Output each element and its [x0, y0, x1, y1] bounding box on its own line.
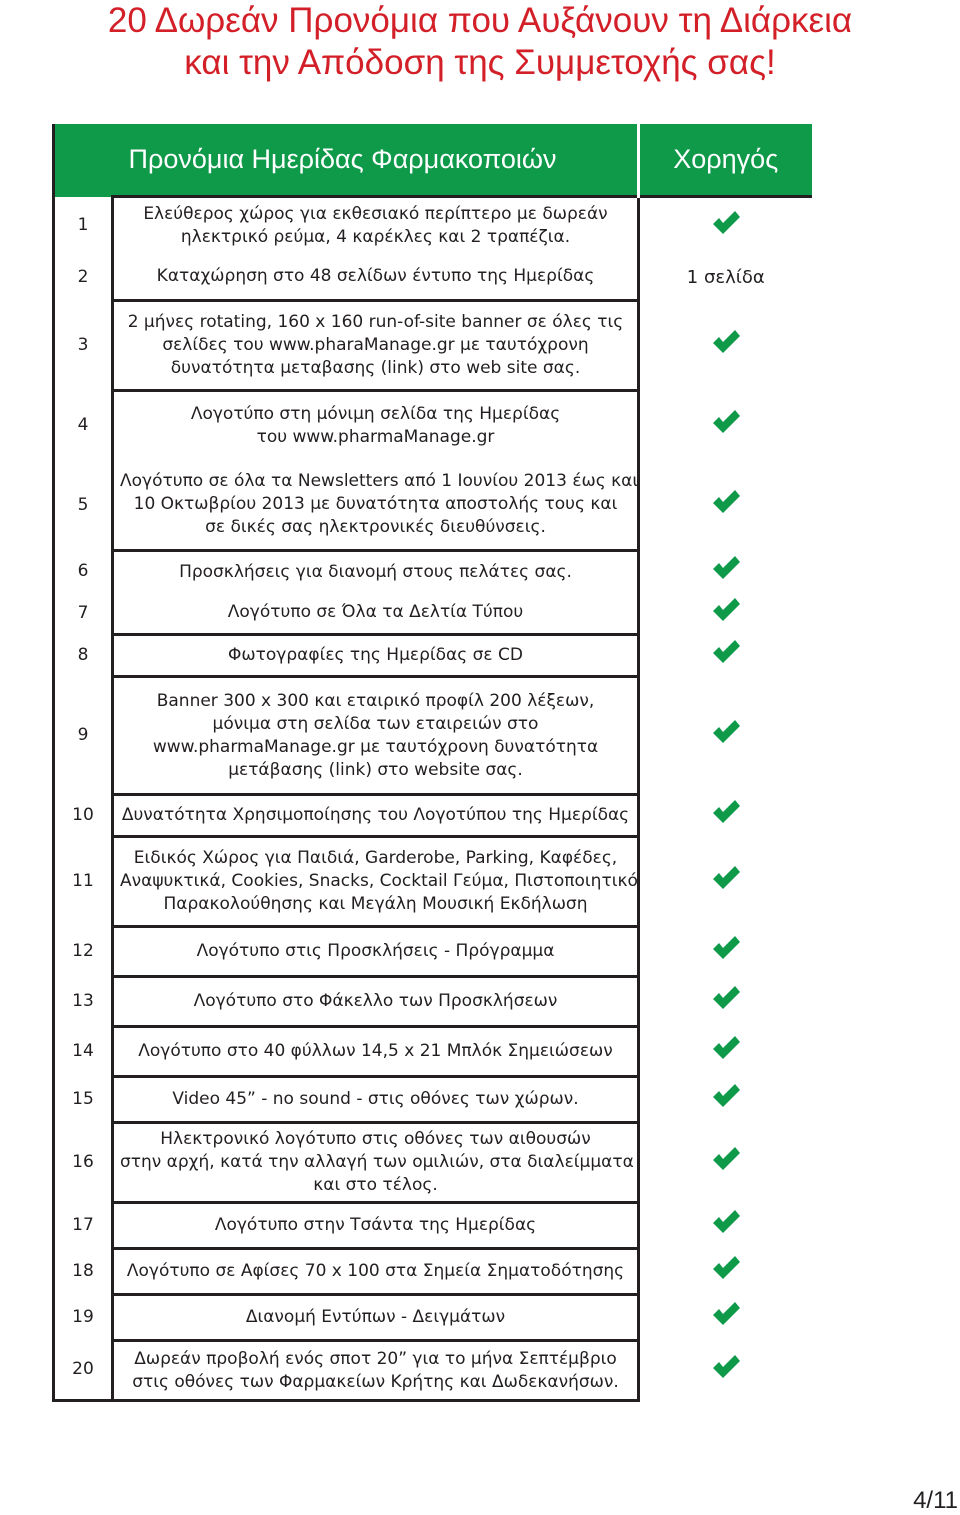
check-icon	[711, 865, 741, 891]
table-row	[54, 927, 812, 977]
row-description	[113, 677, 639, 795]
description-line: Ελεύθερος χώρος για εκθεσιακό περίπτερο με δωρεάν	[143, 204, 608, 225]
description-line: Λογότυπο στην Τσάντα της Ημερίδας	[214, 1215, 537, 1235]
header-number-cell	[54, 124, 113, 197]
page-title	[0, 0, 960, 84]
row-number: 9	[54, 677, 113, 795]
row-number: 12	[54, 927, 113, 977]
row-description	[113, 1027, 639, 1077]
check-icon	[711, 555, 741, 581]
table-body	[54, 197, 812, 1401]
description-line: 10 Οκτωβρίου 2013 με δυνατότητα αποστολής τους και	[133, 494, 618, 515]
table-row	[54, 1341, 812, 1401]
header-title: Προνόμια Ημερίδας Φαρμακοποιών	[113, 124, 639, 197]
description-line: Διανομή Εντύπων - Δειγμάτων	[245, 1307, 506, 1327]
row-sponsor	[639, 837, 812, 927]
description-line: Λογότυπο σε Αφίσες 70 x 100 στα Σημεία Σηματοδότησης	[126, 1261, 625, 1281]
description-line: Προσκλήσεις για διανομή στους πελάτες σας.	[179, 561, 572, 582]
description-line: ηλεκτρικό ρεύμα, 4 καρέκλες και 2 τραπέζια.	[180, 227, 571, 248]
row-sponsor	[639, 677, 812, 795]
row-number: 4	[54, 391, 113, 461]
row-number: 1	[54, 197, 113, 255]
row-sponsor	[639, 635, 812, 677]
row-description	[113, 593, 639, 635]
table-row	[54, 1249, 812, 1295]
header-sponsor: Χορηγός	[639, 124, 812, 197]
row-number: 18	[54, 1249, 113, 1295]
row-number: 17	[54, 1203, 113, 1249]
row-description	[113, 977, 639, 1027]
row-description	[113, 927, 639, 977]
check-icon	[711, 1301, 741, 1327]
table-row	[54, 593, 812, 635]
row-description	[113, 301, 639, 391]
row-sponsor	[639, 461, 812, 551]
table-row	[54, 461, 812, 551]
check-icon	[711, 985, 741, 1011]
check-icon	[711, 489, 741, 515]
page-title-line-1: 20 Δωρεάν Προνόμια που Αυξάνουν τη Διάρκεια	[107, 1, 853, 40]
description-line: δυνατότητα μεταβασης (link) στο web site σας.	[170, 358, 581, 378]
check-icon	[711, 1083, 741, 1109]
page-title-line-2: και την Απόδοση της Συμμετοχής σας!	[184, 43, 776, 82]
row-sponsor	[639, 1341, 812, 1401]
row-description	[113, 1203, 639, 1249]
description-line: στις οθόνες των Φαρμακείων Κρήτης και Δωδεκανήσων.	[132, 1371, 619, 1392]
check-icon	[711, 329, 741, 355]
description-line: Ειδικός Χώρος για Παιδιά, Garderobe, Parking, Καφέδες,	[133, 848, 618, 868]
description-line: 2 μήνες rotating, 160 x 160 run-of-site banner σε όλες τις	[127, 312, 624, 332]
description-line: Λογότυπο στις Προσκλήσεις - Πρόγραμμα	[196, 941, 555, 961]
row-number: 8	[54, 635, 113, 677]
description-line: Λογότυπο στο Φάκελλο των Προσκλήσεων	[193, 991, 558, 1011]
description-line: Φωτογραφίες της Ημερίδας σε CD	[228, 645, 523, 665]
row-sponsor	[639, 593, 812, 635]
row-description	[113, 1249, 639, 1295]
table-row	[54, 677, 812, 795]
table-row	[54, 391, 812, 461]
description-line: του www.pharmaManage.gr	[256, 427, 495, 448]
description-line: σελίδες του www.pharaManage.gr με ταυτόχρονη	[162, 335, 589, 355]
row-description	[113, 635, 639, 677]
row-number: 10	[54, 795, 113, 837]
table-row	[54, 1203, 812, 1249]
row-sponsor	[639, 1249, 812, 1295]
row-number: 2	[54, 255, 113, 301]
row-sponsor	[639, 977, 812, 1027]
row-sponsor	[639, 301, 812, 391]
row-description	[113, 1077, 639, 1123]
description-line: Banner 300 x 300 και εταιρικό προφίλ 200 λέξεων,	[156, 690, 595, 711]
row-number: 13	[54, 977, 113, 1027]
row-sponsor	[639, 1027, 812, 1077]
table-row	[54, 551, 812, 593]
row-description	[113, 1341, 639, 1401]
table-row	[54, 1295, 812, 1341]
description-line: και στο τέλος.	[313, 1175, 438, 1195]
description-line: www.pharmaManage.gr με ταυτόχρονη δυνατότητα	[152, 736, 599, 757]
description-line: Παρακολούθησης και Μεγάλη Μουσική Εκδήλωση	[163, 894, 588, 914]
row-number: 5	[54, 461, 113, 551]
row-number: 19	[54, 1295, 113, 1341]
check-icon	[711, 639, 741, 665]
description-line: Video 45” - no sound - στις οθόνες των χώρων.	[172, 1089, 579, 1109]
check-icon	[711, 409, 741, 435]
row-description	[113, 837, 639, 927]
description-line: Λογοτύπο στη μόνιμη σελίδα της Ημερίδας	[190, 404, 561, 425]
row-sponsor	[639, 1077, 812, 1123]
table-row	[54, 1077, 812, 1123]
description-line: σε δικές σας ηλεκτρονικές διευθύνσεις.	[205, 517, 546, 538]
description-line: μόνιμα στη σελίδα των εταιρειών στο	[212, 713, 539, 734]
row-sponsor	[639, 927, 812, 977]
description-line: Αναψυκτικά, Cookies, Snacks, Cocktail Γεύμα, Πιστοποιητικό	[120, 871, 638, 891]
row-sponsor	[639, 1203, 812, 1249]
row-description	[113, 461, 639, 551]
description-line: στην αρχή, κατά την αλλαγή των ομιλιών, στα διαλείμματα	[120, 1152, 634, 1172]
description-line: Καταχώρηση στο 48 σελίδων έντυπο της Ημερίδας	[156, 266, 595, 287]
check-icon	[711, 935, 741, 961]
check-icon	[711, 1035, 741, 1061]
description-line: Δυνατότητα Χρησιμοποίησης του Λογοτύπου της Ημερίδας	[121, 805, 630, 825]
row-number: 11	[54, 837, 113, 927]
row-description	[113, 795, 639, 837]
check-icon	[711, 597, 741, 623]
check-icon	[711, 1146, 741, 1172]
table-row	[54, 795, 812, 837]
row-sponsor	[639, 795, 812, 837]
table-row	[54, 1027, 812, 1077]
description-line: Δωρεάν προβολή ενός σποτ 20” για το μήνα Σεπτέμβριο	[134, 1348, 617, 1369]
row-number: 6	[54, 551, 113, 593]
check-icon	[711, 1354, 741, 1380]
row-sponsor	[639, 197, 812, 255]
table-row	[54, 255, 812, 301]
check-icon	[711, 1255, 741, 1281]
table-row	[54, 197, 812, 255]
check-icon	[711, 1209, 741, 1235]
row-description	[113, 1123, 639, 1203]
row-number: 15	[54, 1077, 113, 1123]
row-number: 7	[54, 593, 113, 635]
table-row	[54, 635, 812, 677]
row-description	[113, 255, 639, 301]
check-icon	[711, 799, 741, 825]
description-line: Ηλεκτρονικό λογότυπο στις οθόνες των αιθουσών	[160, 1129, 591, 1149]
sponsor-text: 1 σελίδα	[686, 266, 765, 288]
description-line: Λογότυπο σε Όλα τα Δελτία Τύπου	[227, 602, 524, 623]
row-sponsor	[639, 1295, 812, 1341]
description-line: Λογότυπο στο 40 φύλλων 14,5 x 21 Μπλόκ Σημειώσεων	[138, 1041, 613, 1061]
description-line: μετάβασης (link) στο website σας.	[228, 759, 523, 780]
check-icon	[711, 719, 741, 745]
row-description	[113, 1295, 639, 1341]
row-sponsor	[639, 1123, 812, 1203]
table-row	[54, 1123, 812, 1203]
check-icon	[711, 210, 741, 236]
table-row	[54, 977, 812, 1027]
row-number: 16	[54, 1123, 113, 1203]
row-sponsor	[639, 391, 812, 461]
row-sponsor	[639, 551, 812, 593]
row-sponsor	[639, 255, 812, 301]
row-number: 20	[54, 1341, 113, 1401]
table-row	[54, 301, 812, 391]
row-description	[113, 551, 639, 593]
row-description	[113, 391, 639, 461]
table-row	[54, 837, 812, 927]
page-number: 4/11	[913, 1487, 958, 1514]
row-description	[113, 197, 639, 255]
table-header	[54, 124, 812, 197]
description-line: Λογότυπο σε όλα τα Newsletters από 1 Ιουνίου 2013 έως και	[120, 471, 639, 492]
benefits-table	[52, 124, 812, 1402]
row-number: 14	[54, 1027, 113, 1077]
row-number: 3	[54, 301, 113, 391]
